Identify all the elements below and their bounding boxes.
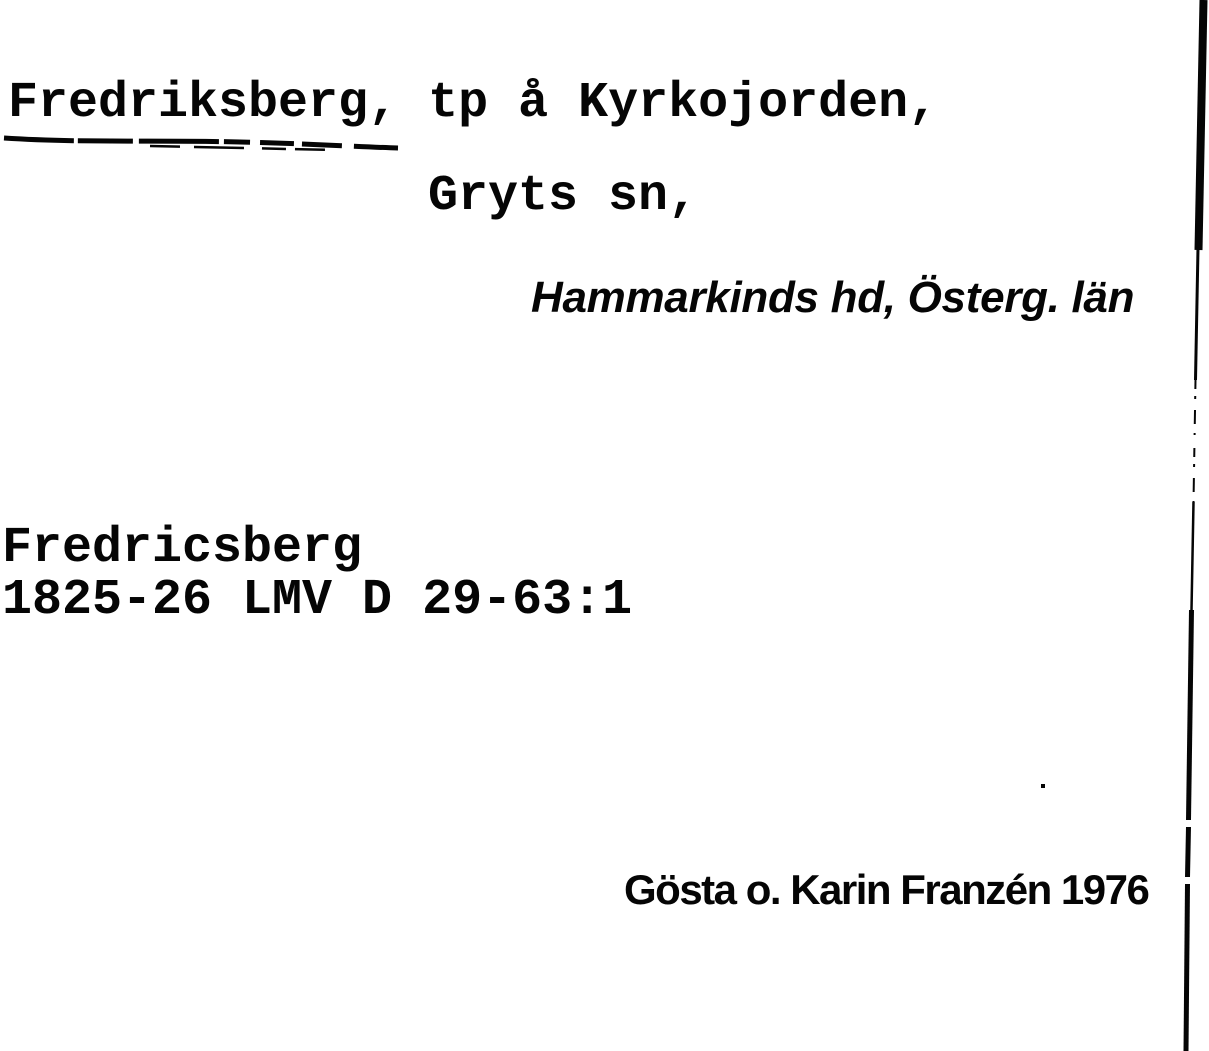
variant-name-line: Fredricsberg xyxy=(2,520,363,577)
source-ref-line: 1825-26 LMV D 29-63:1 xyxy=(2,572,633,629)
headword: Fredriksberg xyxy=(8,75,369,132)
parish-line: Gryts sn, xyxy=(428,168,699,225)
district-line: Hammarkinds hd, Österg. län xyxy=(531,273,1135,322)
ink-speck xyxy=(1041,784,1045,788)
headword-line xyxy=(8,75,939,132)
headword-underline xyxy=(0,128,440,160)
signature-line: Gösta o. Karin Franzén 1976 xyxy=(624,866,1149,913)
headword-rest: , tp å Kyrkojorden, xyxy=(368,75,939,132)
